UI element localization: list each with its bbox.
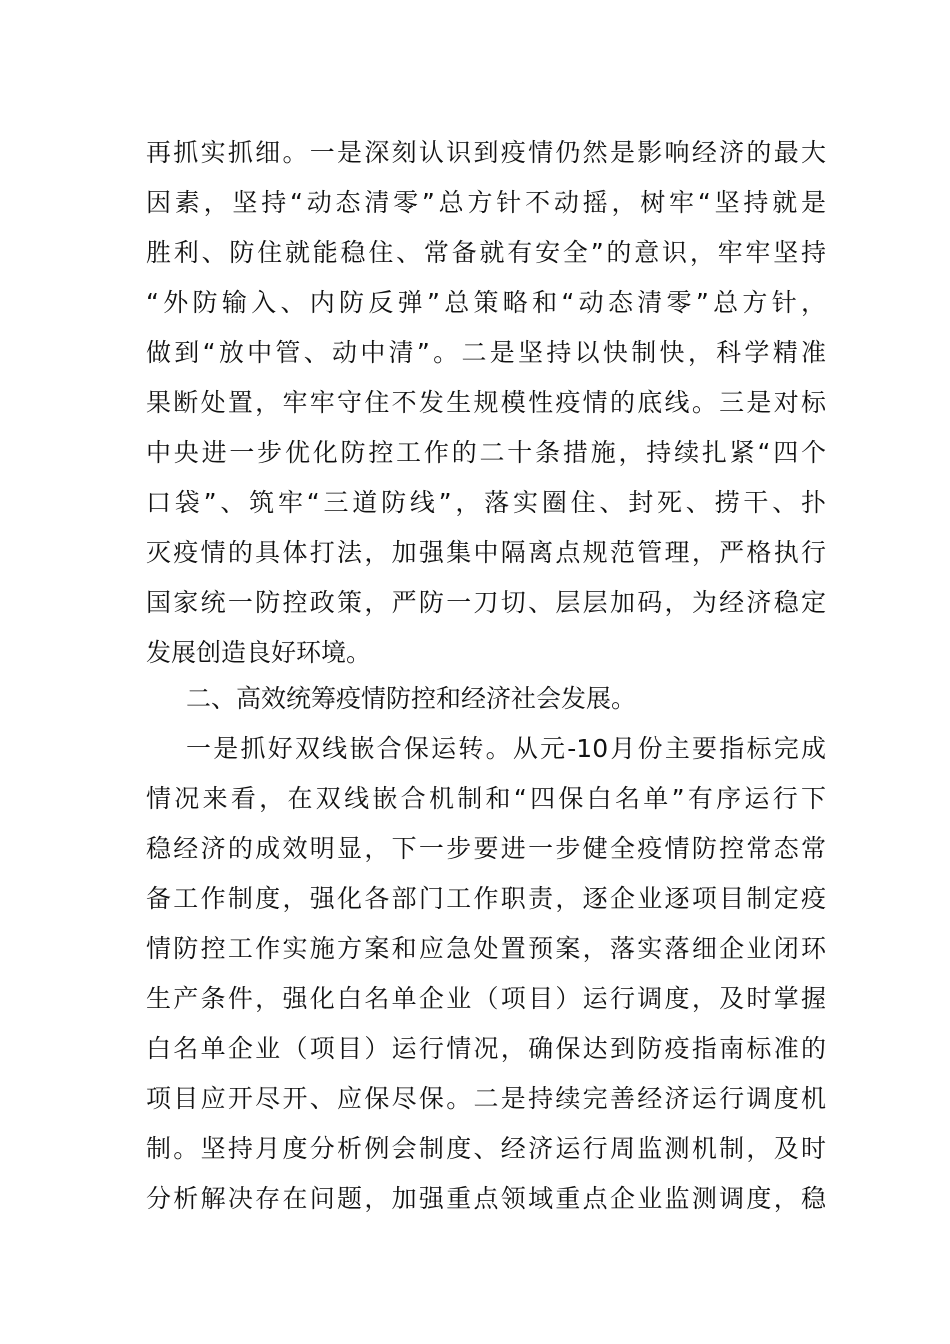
text-line: 再抓实抓细。一是深刻认识到疫情仍然是影响经济的最大	[146, 138, 826, 167]
text-line: 中央进一步优化防控工作的二十条措施，持续扎紧“四个	[146, 438, 826, 467]
text-line: 项目应开尽开、应保尽保。二是持续完善经济运行调度机	[146, 1084, 826, 1113]
text-line: 情防控工作实施方案和应急处置预案，落实落细企业闭环	[146, 934, 826, 963]
text-line: 分析解决存在问题，加强重点领域重点企业监测调度，稳	[146, 1184, 826, 1213]
text-line: 国家统一防控政策，严防一刀切、层层加码，为经济稳定	[146, 588, 826, 617]
text-line: 灭疫情的具体打法，加强集中隔离点规范管理，严格执行	[146, 538, 826, 567]
text-line: 因素，坚持“动态清零”总方针不动摇，树牢“坚持就是	[146, 188, 826, 217]
text-line: 情况来看，在双线嵌合机制和“四保白名单”有序运行下	[146, 784, 826, 813]
text-line: 胜利、防住就能稳住、常备就有安全”的意识，牢牢坚持	[146, 238, 826, 267]
text-line: 稳经济的成效明显，下一步要进一步健全疫情防控常态常	[146, 834, 826, 863]
text-line: 一是抓好双线嵌合保运转。从元-10月份主要指标完成	[186, 734, 826, 763]
section-heading: 二、高效统筹疫情防控和经济社会发展。	[186, 684, 637, 713]
text-line: 备工作制度，强化各部门工作职责，逐企业逐项目制定疫	[146, 884, 826, 913]
text-line: 做到“放中管、动中清”。二是坚持以快制快，科学精准	[146, 338, 826, 367]
text-line: 白名单企业（项目）运行情况，确保达到防疫指南标准的	[146, 1034, 826, 1063]
text-line: “外防输入、内防反弹”总策略和“动态清零”总方针，	[146, 288, 826, 317]
text-line: 生产条件，强化白名单企业（项目）运行调度，及时掌握	[146, 984, 826, 1013]
text-line: 果断处置，牢牢守住不发生规模性疫情的底线。三是对标	[146, 388, 826, 417]
text-line: 发展创造良好环境。	[146, 638, 372, 667]
text-line: 制。坚持月度分析例会制度、经济运行周监测机制，及时	[146, 1134, 826, 1163]
text-line: 口袋”、筑牢“三道防线”，落实圈住、封死、捞干、扑	[146, 488, 826, 517]
